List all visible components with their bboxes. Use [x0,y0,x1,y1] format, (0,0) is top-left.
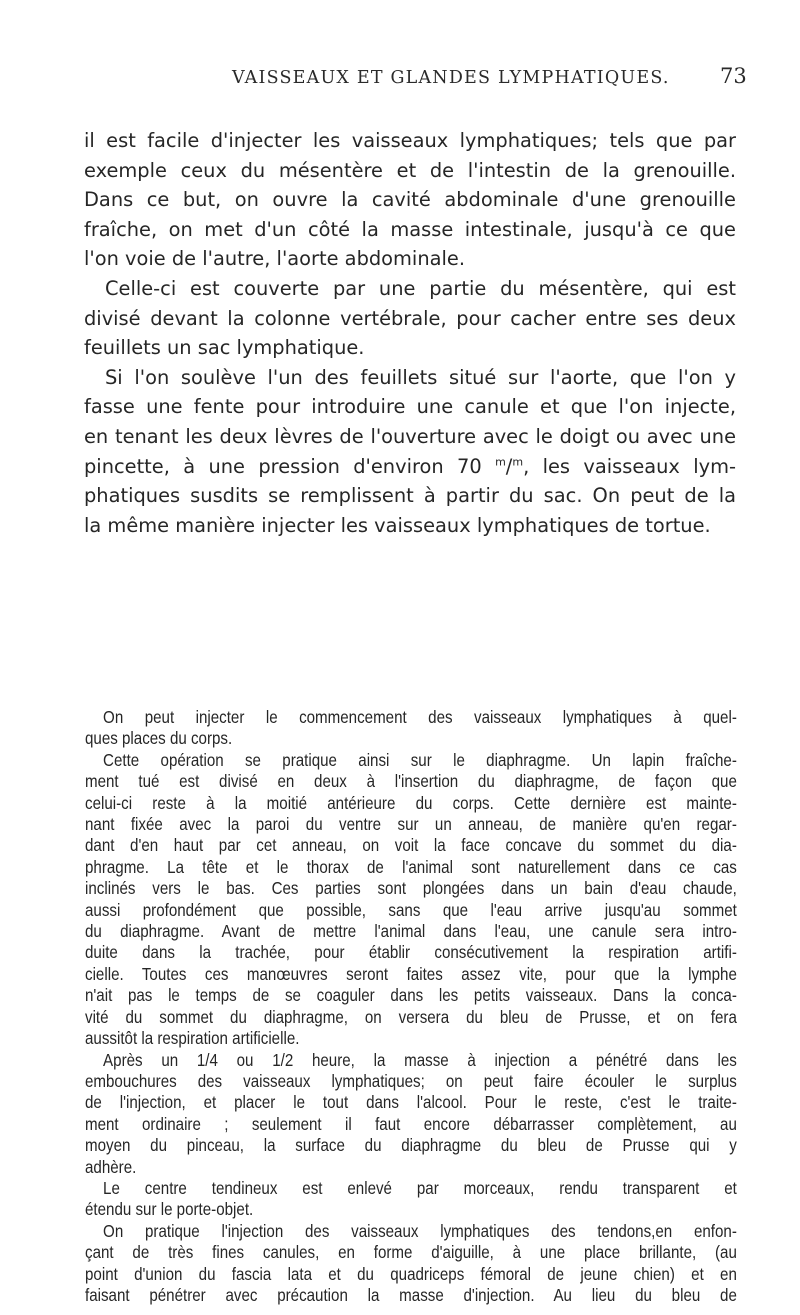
note-line: nant fixée avec la paroi du ventre sur un anneau, de manière qu'en regar- [85,814,737,835]
note-line: du diaphragme. Avant de mettre l'animal dans l'eau, une canule sera intro- [85,921,737,942]
text-fragment: pincette, à une pression d'environ 70 [84,454,482,478]
note-line: vité du sommet du diaphragme, on versera du bleu de Prusse, et on fera [85,1006,737,1027]
note-line: adhère. [85,1156,137,1177]
text-line: Si l'on soulève l'un des feuillets situé sur l'aorte, que l'on y [105,365,736,389]
note-line: ment ordinaire ; seulement il faut encore débarrasser complètement, au [85,1113,737,1134]
unit-superscript: m [512,455,524,469]
note-line: embouchures des vaisseaux lymphatiques; on peut faire écouler le surplus [85,1070,737,1091]
page-number: 73 [720,64,747,88]
text-line: feuillets un sac lymphatique. [84,336,365,360]
note-line: celui-ci reste à la moitié antérieure du corps. Cette dernière est mainte- [85,792,737,813]
text-line: divisé devant la colonne vertébrale, pour cacher entre ses deux [84,306,736,330]
text-fragment: , les vaisseaux lym- [523,454,737,478]
unit-slash: / [505,454,513,478]
running-head: VAISSEAUX ET GLANDES LYMPHATIQUES. [232,68,670,88]
text-line: la même manière injecter les vaisseaux lymphatiques de tortue. [84,513,711,537]
note-line: point d'union du fascia lata et du quadriceps fémoral de jeune chien) et en [85,1263,737,1284]
note-line: aussitôt la respiration artificielle. [85,1028,300,1049]
text-line-with-unit [84,452,736,482]
small-print-notes [85,707,737,1306]
note-line: étendu sur le porte-objet. [85,1199,254,1220]
note-line: duite dans la trachée, pour établir consécutivement la respiration artifi- [85,942,737,963]
note-line: dant d'en haut par cet anneau, on voit la face concave du sommet du dia- [85,835,737,856]
text-line: fasse une fente pour introduire une canule et que l'on injecte, [84,395,736,419]
note-line: moyen du pinceau, la surface du diaphragme du bleu de Prusse qui y [85,1135,737,1156]
note-line: faisant pénétrer avec précaution la masse d'injection. Au lieu du bleu de [85,1284,737,1305]
unit-superscript: m [495,455,506,469]
text-line: il est facile d'injecter les vaisseaux lymphatiques; tels que par [84,129,736,152]
note-line: ment tué est divisé en deux à l'insertion du diaphragme, de façon que [85,771,737,792]
note-line: de l'injection, et placer le tout dans l'alcool. Pour le reste, c'est le traite- [85,1092,737,1113]
text-line: fraîche, on met d'un côté la masse intestinale, jusqu'à ce que [84,217,736,241]
text-line: en tenant les deux lèvres de l'ouverture avec le doigt ou avec une [84,424,736,448]
text-line: phatiques susdits se remplissent à partir du sac. On peut de la [84,484,736,508]
note-line: çant de très fines canules, en forme d'aiguille, à une place brillante, (au [85,1242,737,1263]
note-line: inclinés vers le bas. Ces parties sont plongées dans un bain d'eau chaude, [85,878,737,899]
note-line: Cette opération se pratique ainsi sur le diaphragme. Un lapin fraîche- [103,749,737,770]
note-line: phragme. La tête et le thorax de l'animal sont naturellement dans ce cas [85,856,737,877]
note-line: On pratique l'injection des vaisseaux lymphatiques des tendons,en enfon- [103,1220,737,1241]
text-line: Dans ce but, on ouvre la cavité abdominale d'une grenouille [84,188,736,212]
note-line: n'ait pas le temps de se coaguler dans les petits vaisseaux. Dans la conca- [85,985,737,1006]
main-text [84,126,736,540]
note-line: On peut injecter le commencement des vaisseaux lymphatiques à quel- [103,707,737,727]
note-line: Le centre tendineux est enlevé par morceaux, rendu transparent et [103,1177,737,1198]
note-line: cielle. Toutes ces manœuvres seront faites assez vite, pour que la lymphe [85,963,737,984]
note-line: aussi profondément que possible, sans que l'eau arrive jusqu'au sommet [85,899,737,920]
text-line: exemple ceux du mésentère et de l'intestin de la grenouille. [84,158,736,182]
note-line: Après un 1/4 ou 1/2 heure, la masse à injection a pénétré dans les [103,1049,737,1070]
text-line: l'on voie de l'autre, l'aorte abdominale. [84,247,465,271]
text-line: Celle-ci est couverte par une partie du mésentère, qui est [105,276,736,300]
note-line: ques places du corps. [85,728,233,749]
